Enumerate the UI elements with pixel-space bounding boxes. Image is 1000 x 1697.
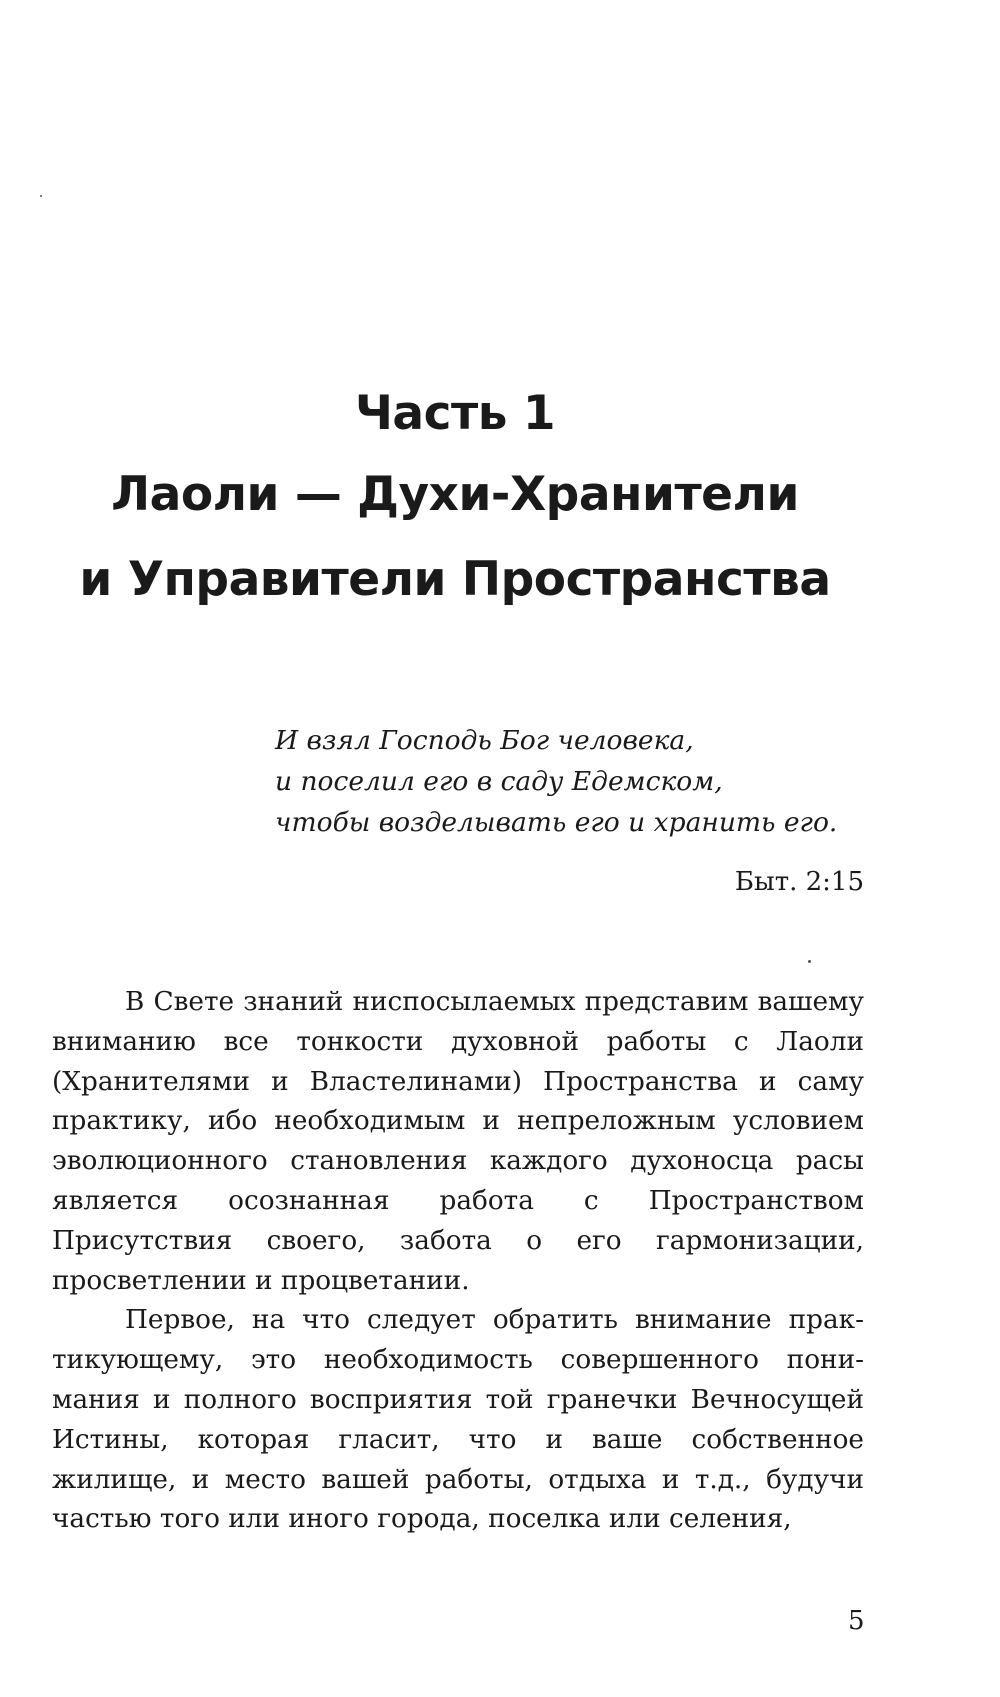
epigraph [275,720,837,843]
page-number: 5 [848,1606,865,1636]
epigraph-line: чтобы возделывать его и хранить его. [275,807,838,838]
paragraph: В Свете знаний ниспосылаемых представим вашему вниманию все тонкости духовной работы с Лаоли (Хранителями и Властелинами) Пространства и саму практику, ибо необходимым и непреложным условием эволюционного становления каждого духоносца расы является осознанная работа с Пространством Присутствия своего, забота о его гармонизации, просветлении и процветании. [52,987,864,1296]
epigraph-line: и поселил его в саду Едемском, [275,766,723,797]
epigraph-line: И взял Господь Бог человека, [275,725,694,756]
paragraph: Первое, на что следует обратить внимание практикующему, это необходимость совершенного понимания и полного восприятия той гранечки Вечносущей Истины, которая гласит, что и ваше собственное жилище, и место вашей работы, отдыха и т.д., будучи частью того или иного города, поселка или селения, [52,1305,864,1535]
body-text [52,983,864,1540]
part-title: Часть 1 [354,386,556,441]
epigraph-source: Быт. 2:15 [734,867,864,897]
scan-speck [40,195,42,197]
chapter-title-line-1: Лаоли — Духи-Хранители [111,467,799,522]
scan-speck [808,960,811,963]
chapter-title-line-2: и Управители Пространства [79,552,831,607]
